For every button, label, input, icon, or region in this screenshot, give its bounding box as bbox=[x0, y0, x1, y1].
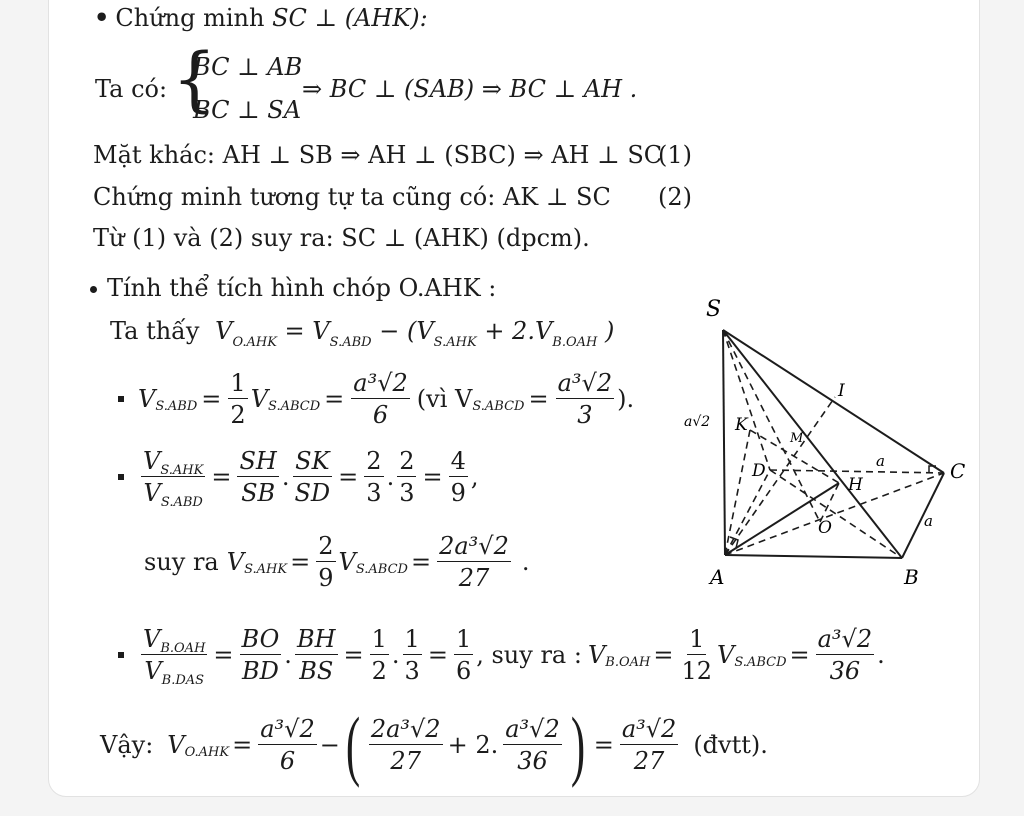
tathay-line bbox=[110, 317, 615, 350]
item2-f3: $\frac{2}{3}$ bbox=[366, 447, 382, 508]
label-i: I bbox=[838, 381, 845, 401]
edge-sb bbox=[723, 330, 902, 558]
item1-vi-sub: S.ABCD bbox=[472, 398, 525, 414]
taco-label: Ta có: bbox=[95, 75, 168, 103]
item3-result: $\frac{\text{a³√2}}{36}$ bbox=[817, 625, 873, 686]
tathay-sub4: B.OAH bbox=[552, 335, 598, 350]
item1-bullet bbox=[118, 396, 124, 402]
item2-ratio: $\frac{V_{S.AHK}}{V_{S.ABD}}$ bbox=[143, 447, 204, 511]
tathay-sub3: S.AHK bbox=[433, 335, 477, 350]
label-s: S bbox=[706, 297, 722, 322]
label-o: O bbox=[818, 518, 832, 538]
tathay-eq: = V bbox=[284, 317, 330, 345]
item3-line: $\frac{V_{B.OAH}}{V_{B.DAS}}$ = $\frac{BO}{BD}$ . $\frac{BH}{BS}$ = $\frac{1}{2}$ . $\frac{1}{3}$ = $\frac{1}{6}$ , suy ra : V B.OAH = $\frac{1}{12}$ V S.ABCD = $\frac{\text{a³√2}}{36}$ . bbox=[118, 626, 885, 685]
label-edge-dc: a bbox=[876, 452, 885, 470]
matkhac-text: Mặt khác: AH ⊥ SB ⇒ AH ⊥ (SBC) ⇒ AH ⊥ SC bbox=[93, 141, 663, 169]
item2-end: , bbox=[470, 463, 479, 492]
vay-unit: (đvtt). bbox=[693, 731, 768, 759]
item1-eq: = bbox=[201, 385, 222, 414]
tu12-text: Từ (1) và (2) suy ra: SC ⊥ (AHK) (dpcm). bbox=[93, 224, 590, 252]
edge-ab bbox=[725, 555, 902, 558]
system-brace: { bbox=[172, 38, 217, 120]
bullet1-line: • Chứng minh SC ⊥ (AHK): bbox=[94, 3, 428, 32]
tuongtu-text: Chứng minh tương tự ta cũng có: AK ⊥ SC bbox=[93, 183, 611, 211]
label-edge-sa: a√2 bbox=[684, 414, 711, 430]
segment-ak bbox=[725, 430, 750, 555]
vay-result: $\frac{\text{a³√2}}{27}$ bbox=[621, 714, 677, 775]
item1-line: V S.ABD = $\frac{1}{2}$ V S.ABCD = $\frac{\text{a³√2}}{6}$ (vì V S.ABCD = $\frac{\text{a³√2}}{3}$ ). bbox=[118, 370, 634, 429]
label-d: D bbox=[752, 461, 766, 481]
label-c: C bbox=[950, 459, 966, 483]
tathay-plus: + 2.V bbox=[484, 317, 553, 345]
item3-ratio: $\frac{V_{B.OAH}}{V_{B.DAS}}$ bbox=[143, 625, 206, 689]
item1-vi: (vì V bbox=[416, 385, 473, 414]
edge-ad bbox=[725, 470, 770, 555]
item1-half: $\frac{1}{2}$ bbox=[230, 369, 246, 430]
suyra-result: $\frac{\text{2a³√2}}{27}$ bbox=[439, 532, 509, 593]
tathay-sub1: O.AHK bbox=[232, 335, 277, 350]
item2-f1: $\frac{SH}{SB}$ bbox=[239, 447, 277, 508]
edge-sd bbox=[723, 330, 770, 470]
pyramid-figure bbox=[680, 290, 980, 595]
edge-sc bbox=[723, 330, 944, 473]
item2-f2: $\frac{SK}{SD}$ bbox=[294, 447, 331, 508]
taco-rest: ⇒ BC ⊥ (SAB) ⇒ BC ⊥ AH . bbox=[302, 75, 638, 103]
label-b: B bbox=[904, 565, 919, 589]
tathay-sub2: S.ABD bbox=[329, 335, 372, 350]
matkhac-tag: (1) bbox=[658, 141, 692, 169]
tathay-v: V bbox=[215, 317, 233, 345]
item1-lhs: V bbox=[138, 385, 156, 414]
edge-dc bbox=[770, 470, 944, 473]
item3-suy: , suy ra : bbox=[476, 641, 582, 670]
item2-bullet bbox=[118, 474, 124, 480]
tathay-label: Ta thấy bbox=[110, 317, 200, 345]
label-a: A bbox=[710, 565, 725, 589]
item1-lhs-sub: S.ABD bbox=[155, 398, 198, 414]
tuongtu-tag: (2) bbox=[658, 183, 692, 211]
bullet1-expr: SC ⊥ (AHK): bbox=[272, 4, 428, 32]
tathay-close: ) bbox=[605, 317, 615, 345]
label-m: M bbox=[790, 431, 804, 446]
bullet2-text: Tính thể tích hình chóp O.AHK : bbox=[107, 274, 497, 302]
item1-v2-sub: S.ABCD bbox=[268, 398, 321, 414]
vay-line: Vậy: V O.AHK = $\frac{\text{a³√2}}{6}$ − ( $\frac{\text{2a³√2}}{27}$ + 2. $\frac{\text{a³√2}}{36}$ ) = $\frac{\text{a³√2}}{27}$ (đvtt). bbox=[100, 701, 768, 788]
system-bottom: BC ⊥ SA bbox=[193, 96, 302, 124]
item1-vi-end: ). bbox=[617, 385, 635, 414]
item1-vi-frac: $\frac{\text{a³√2}}{3}$ bbox=[557, 369, 613, 430]
edge-sa bbox=[723, 330, 725, 555]
bullet1-lead: Chứng minh bbox=[115, 4, 265, 32]
suyra-line: suy ra V S.AHK = $\frac{2}{9}$ V S.ABCD = $\frac{\text{2a³√2}}{27}$ . bbox=[144, 532, 530, 593]
left-paren: ( bbox=[345, 701, 360, 788]
item2-f4: $\frac{2}{3}$ bbox=[399, 447, 415, 508]
bullet2-line bbox=[90, 276, 496, 300]
item1-result: $\frac{\text{a³√2}}{6}$ bbox=[353, 369, 408, 430]
tathay-mid: − (V bbox=[379, 317, 434, 345]
label-k: K bbox=[735, 415, 748, 435]
item2-line: $\frac{V_{S.AHK}}{V_{S.ABD}}$ = $\frac{SH}{SB}$ . $\frac{SK}{SD}$ = $\frac{2}{3}$ . $\frac{2}{3}$ = $\frac{4}{9}$ , bbox=[118, 448, 479, 507]
label-edge-bc: a bbox=[924, 512, 933, 530]
item1-v2: V bbox=[250, 385, 269, 414]
suyra-frac: $\frac{2}{9}$ bbox=[318, 532, 334, 593]
vay-label: Vậy: bbox=[100, 731, 154, 759]
bullet-dot bbox=[90, 286, 97, 293]
item2-f5: $\frac{4}{9}$ bbox=[450, 447, 466, 508]
label-h: H bbox=[848, 475, 863, 495]
right-paren: ) bbox=[570, 701, 585, 788]
item3-bullet bbox=[118, 652, 124, 658]
system-top: BC ⊥ AB bbox=[193, 53, 303, 81]
suyra-label: suy ra bbox=[144, 548, 219, 577]
